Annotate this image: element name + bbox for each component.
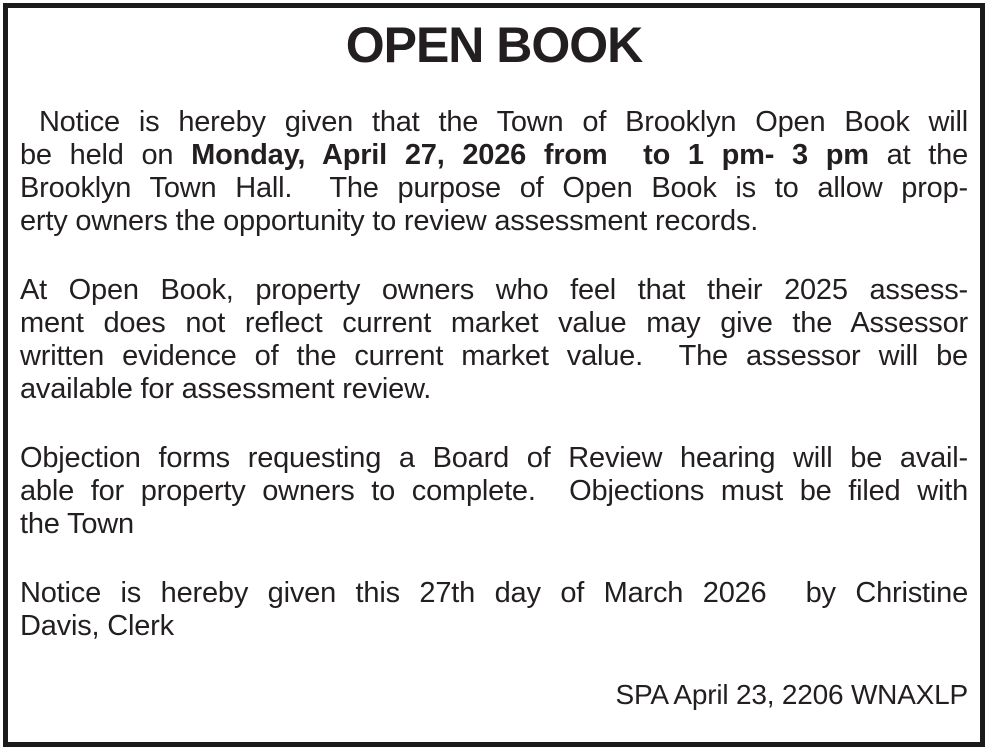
notice-paragraph: [20, 274, 968, 406]
notice-text: Notice is hereby given that the Town of Brooklyn Open Book will: [20, 106, 969, 138]
notice-line: [20, 508, 968, 541]
notice-line: [20, 307, 968, 340]
notice-paragraph: [20, 106, 968, 238]
notice-line: [20, 172, 968, 205]
notice-line: [20, 442, 968, 475]
notice-line: [20, 610, 968, 643]
notice-title: OPEN BOOK: [345, 17, 643, 73]
notice-text: be held on: [20, 139, 192, 171]
notice-text: at the: [868, 139, 968, 171]
notice-text: able for property owners to complete. Objections must be filed with: [20, 475, 968, 507]
notice-line: [20, 106, 968, 139]
notice-text: Brooklyn Town Hall. The purpose of Open Book is to allow prop-: [20, 172, 968, 204]
notice-paragraph: [20, 442, 968, 541]
notice-line: [20, 274, 968, 307]
publication-tagline: SPA April 23, 2206 WNAXLP: [615, 679, 968, 710]
notice-line: [20, 139, 968, 172]
notice-line: [20, 373, 968, 406]
notice-line: [20, 475, 968, 508]
notice-text: Objection forms requesting a Board of Review hearing will be avail-: [20, 442, 968, 474]
notice-line: [20, 340, 968, 373]
legal-notice-page: [3, 3, 985, 747]
notice-text: At Open Book, property owners who feel that their 2025 assess-: [20, 274, 968, 306]
notice-text: Notice is hereby given this 27th day of March 2026 by Christine: [20, 577, 968, 609]
notice-text: available for assessment review.: [20, 373, 432, 405]
notice-text: Davis, Clerk: [20, 610, 174, 642]
notice-body: [20, 106, 968, 643]
notice-text: written evidence of the current market value. The assessor will be: [20, 340, 968, 372]
notice-line: [20, 205, 968, 238]
notice-paragraph: [20, 577, 968, 643]
notice-text: erty owners the opportunity to review assessment records.: [20, 205, 759, 237]
notice-line: [20, 577, 968, 610]
notice-text-bold: Monday, April 27, 2026 from to 1 pm- 3 pm: [191, 139, 869, 171]
notice-text: ment does not reflect current market value may give the Assessor: [20, 307, 968, 339]
notice-text: the Town: [20, 508, 134, 540]
